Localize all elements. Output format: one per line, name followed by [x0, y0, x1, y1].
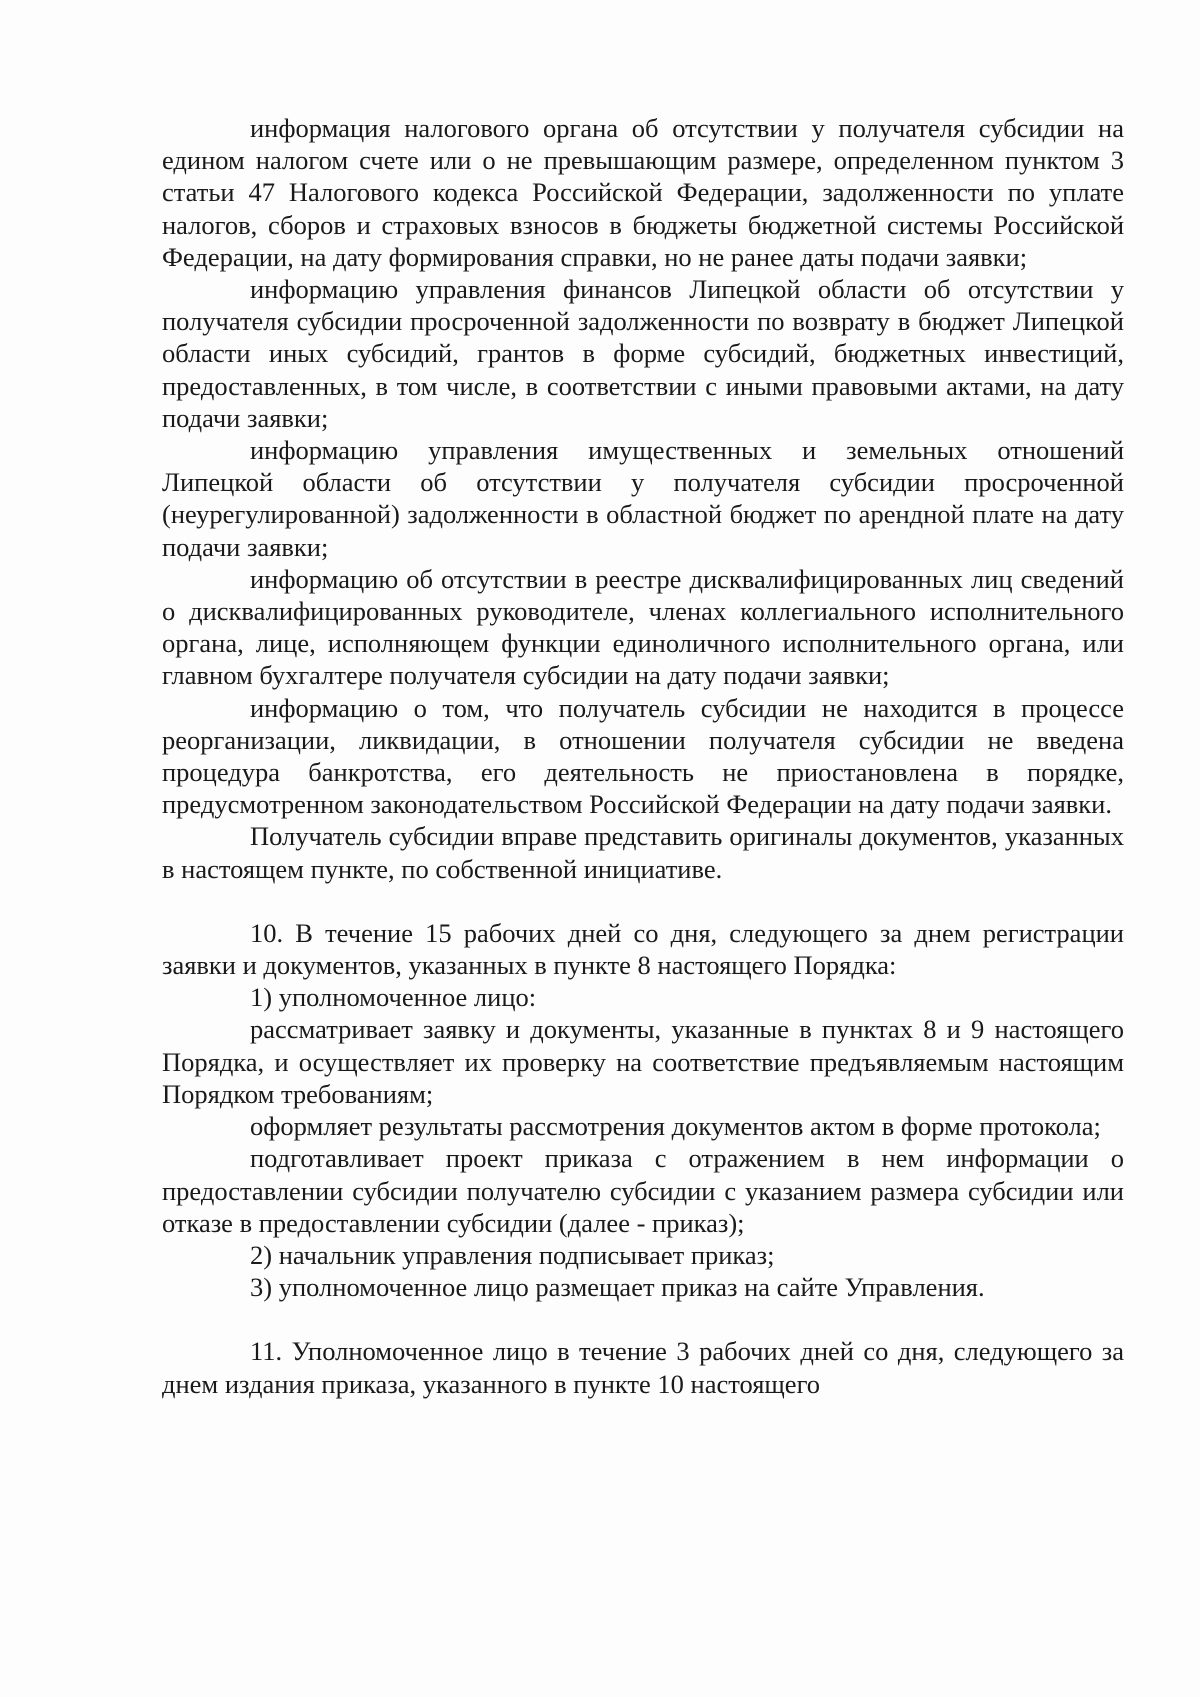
paragraph-originals-right: Получатель субсидии вправе представить оригиналы документов, указанных в настоящем пункте, по собственной инициативе.: [162, 821, 1124, 884]
paragraph-tax-authority-info: информация налогового органа об отсутствии у получателя субсидии на едином налогом счете или о не превышающим размере, определенном пунктом 3 статьи 47 Налогового кодекса Российской Федерации, задолженности по уплате налогов, сборов и страховых взносов в бюджеты бюджетной системы Российской Федерации, на дату формирования справки, но не ранее даты подачи заявки;: [162, 113, 1124, 272]
paragraph-property-department-info: информацию управления имущественных и земельных отношений Липецкой области об отсутствии у получателя субсидии просроченной (неурегулированной) задолженности в областной бюджет по арендной плате на дату подачи заявки;: [162, 435, 1124, 562]
paragraph-protocol: оформляет результаты рассмотрения документов актом в форме протокола;: [250, 1111, 1101, 1142]
paragraph-item-10-3: 3) уполномоченное лицо размещает приказ на сайте Управления.: [250, 1272, 985, 1303]
paragraph-item-10-1: 1) уполномоченное лицо:: [250, 982, 537, 1013]
paragraph-item-10-2: 2) начальник управления подписывает приказ;: [250, 1239, 775, 1270]
paragraph-reorganization-info: информацию о том, что получатель субсидии не находится в процессе реорганизации, ликвидации, в отношении получателя субсидии не введена процедура банкротства, его деятельность не приостановлена в порядке, предусмотренном законодательством Российской Федерации на дату подачи заявки.: [162, 692, 1124, 820]
paragraph-item-10: 10. В течение 15 рабочих дней со дня, следующего за днем регистрации заявки и документов, указанных в пункте 8 настоящего Порядка:: [162, 917, 1124, 981]
paragraph-gap: [162, 1303, 1124, 1335]
paragraph-disqualified-persons-info: информацию об отсутствии в реестре дисквалифицированных лиц сведений о дисквалифицированных руководителе, членах коллегиального исполнительного органа, лице, исполняющем функции единоличного исполнительного органа, или главном бухгалтере получателя субсидии на дату подачи заявки;: [162, 563, 1124, 691]
paragraph-finance-department-info: информацию управления финансов Липецкой области об отсутствии у получателя субсидии просроченной задолженности по возврату в бюджет Липецкой области иных субсидий, грантов в форме субсидий, бюджетных инвестиций, предоставленных, в том числе, в соответствии с иными правовыми актами, на дату подачи заявки;: [162, 274, 1124, 433]
paragraph-gap: [162, 885, 1124, 917]
paragraph-draft-order: подготавливает проект приказа с отражением в нем информации о предоставлении субсидии получателю субсидии с указанием размера субсидии или отказе в предоставлении субсидии (далее - приказ);: [162, 1143, 1124, 1238]
paragraph-reviews-application: рассматривает заявку и документы, указанные в пунктах 8 и 9 настоящего Порядка, и осуществляет их проверку на соответствие предъявляемым настоящим Порядком требованиям;: [162, 1014, 1124, 1109]
paragraph-item-11: 11. Уполномоченное лицо в течение 3 рабочих дней со дня, следующего за днем издания приказа, указанного в пункте 10 настоящего: [162, 1336, 1124, 1399]
document-body: [162, 112, 1124, 1400]
